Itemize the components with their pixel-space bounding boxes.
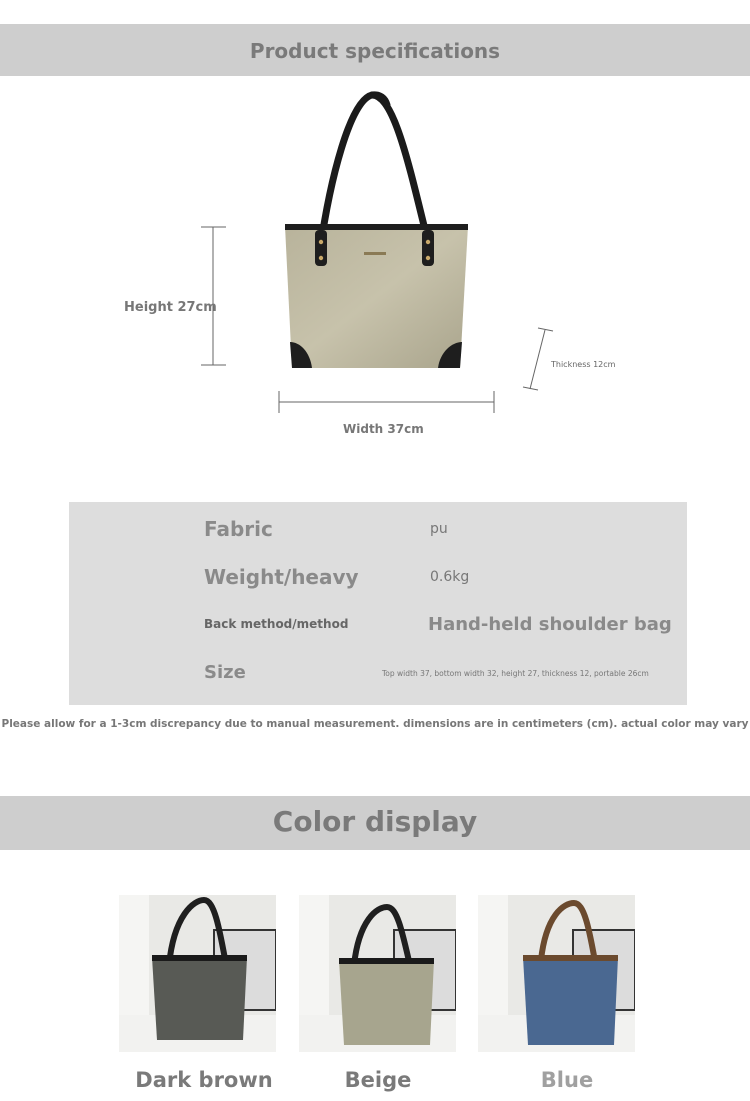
- spec-value-carry: Hand-held shoulder bag: [428, 614, 672, 635]
- color-label-blue: Blue: [540, 1068, 594, 1092]
- bag-logo-plate: [364, 252, 386, 255]
- bag-body: [285, 226, 468, 368]
- product-dimension-diagram: [0, 80, 750, 480]
- handle-tab-left: [315, 230, 327, 266]
- color-title: Color display: [272, 805, 478, 838]
- color-swatch-dark-brown[interactable]: [119, 895, 276, 1052]
- color-banner: [0, 796, 750, 850]
- specs-banner: [0, 24, 750, 76]
- spec-key-fabric: Fabric: [204, 517, 273, 541]
- color-swatch-beige[interactable]: [299, 895, 456, 1052]
- color-label-beige: Beige: [344, 1068, 412, 1092]
- spec-value-size: Top width 37, bottom width 32, height 27, thickness 12, portable 26cm: [382, 669, 649, 678]
- spec-key-size: Size: [204, 662, 246, 683]
- specs-title: Product specifications: [249, 39, 501, 63]
- width-label: Width 37cm: [343, 422, 424, 436]
- spec-key-weight: Weight/heavy: [204, 565, 359, 589]
- color-label-dark-brown: Dark brown: [135, 1068, 273, 1092]
- measurement-note: Please allow for a 1-3cm discrepancy due to manual measurement. dimensions are in centimeters (cm). actual color may vary: [1, 718, 749, 730]
- height-label: Height 27cm: [124, 300, 217, 315]
- handle-tab-right: [422, 230, 434, 266]
- thickness-label: Thickness 12cm: [551, 360, 616, 369]
- bag-top-trim: [285, 224, 468, 230]
- spec-value-fabric: pu: [430, 521, 448, 537]
- spec-key-carry: Back method/method: [204, 617, 349, 631]
- color-swatch-blue[interactable]: [478, 895, 635, 1052]
- spec-table: [69, 502, 687, 705]
- spec-value-weight: 0.6kg: [430, 569, 470, 585]
